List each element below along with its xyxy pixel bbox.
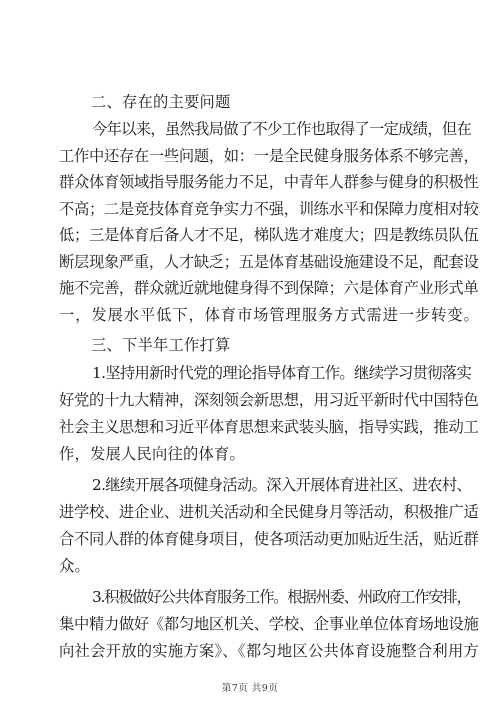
paragraph-line: 作，发展人民向往的体育。 bbox=[59, 445, 245, 463]
section-heading-problems: 二、存在的主要问题 bbox=[91, 93, 231, 111]
paragraph-line: 集中精力做好《都匀地区机关、学校、企事业单位体育场地设施 bbox=[59, 615, 479, 633]
paragraph-line: 众。 bbox=[59, 557, 90, 575]
paragraph-line: 进学校、进企业、进机关活动和全民健身月等活动，积极推广适 bbox=[59, 503, 479, 521]
page-number-footer: 第7页 共9页 bbox=[221, 683, 279, 694]
section-heading-plans: 三、下半年工作打算 bbox=[91, 336, 231, 354]
paragraph-line: 2.继续开展各项健身活动。深入开展体育进社区、进农村、 bbox=[92, 476, 472, 494]
paragraph-line: 向社会开放的实施方案》、《都匀地区公共体育设施整合利用方 bbox=[59, 642, 480, 660]
paragraph-line: 1.坚持用新时代党的理论指导体育工作。继续学习贯彻落实 bbox=[92, 364, 472, 382]
paragraph-line: 断层现象严重，人才缺乏；五是体育基础设施建设不足，配套设 bbox=[59, 253, 479, 271]
paragraph-line: 不高；二是竞技体育竞争实力不强，训练水平和保障力度相对较 bbox=[59, 200, 479, 218]
paragraph-line: 低；三是体育后备人才不足，梯队选才难度大；四是教练员队伍 bbox=[59, 226, 479, 244]
paragraph-line: 社会主义思想和习近平体育思想来武装头脑，指导实践，推动工 bbox=[59, 418, 479, 436]
paragraph-line: 群众体育领域指导服务能力不足，中青年人群参与健身的积极性 bbox=[59, 173, 479, 191]
paragraph-line: 施不完善，群众就近就地健身得不到保障；六是体育产业形式单 bbox=[59, 279, 479, 297]
paragraph-line: 3.积极做好公共体育服务工作。根据州委、州政府工作安排， bbox=[92, 588, 471, 606]
paragraph-line: 好党的十九大精神，深刻领会新思想，用习近平新时代中国特色 bbox=[59, 391, 479, 409]
paragraph-line: 合不同人群的体育健身项目，使各项活动更加贴近生活，贴近群 bbox=[59, 530, 479, 548]
paragraph-line: 一，发展水平低下，体育市场管理服务方式需进一步转变。 bbox=[59, 306, 480, 324]
paragraph-line: 工作中还存在一些问题，如：一是全民健身服务体系不够完善， bbox=[59, 147, 479, 165]
paragraph-line: 今年以来，虽然我局做了不少工作也取得了一定成绩，但在 bbox=[92, 120, 472, 138]
